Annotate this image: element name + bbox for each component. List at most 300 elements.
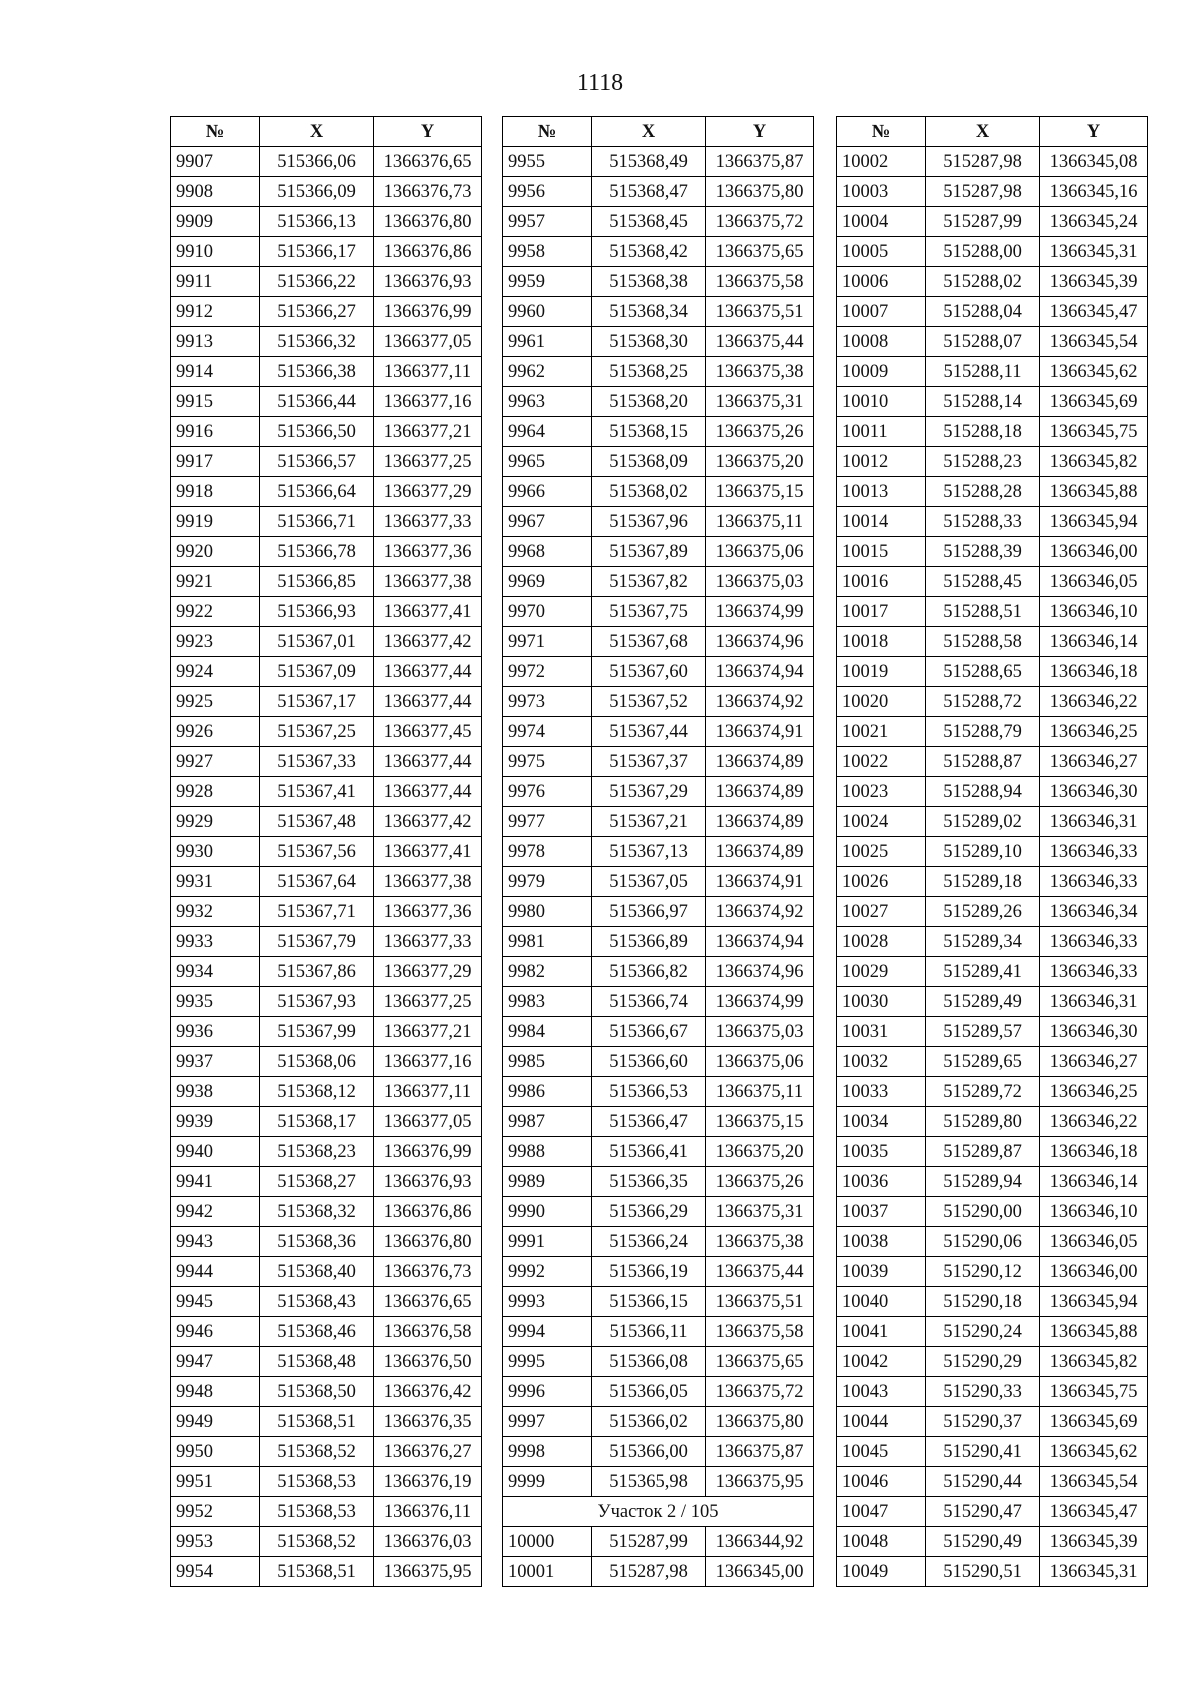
table-row	[171, 357, 482, 387]
x-coordinate-cell: 515289,41	[926, 957, 1040, 987]
header-number: №	[171, 117, 260, 147]
x-coordinate-cell: 515289,57	[926, 1017, 1040, 1047]
table-row	[171, 1437, 482, 1467]
point-number-cell: 9926	[171, 717, 260, 747]
y-coordinate-cell: 1366375,03	[706, 1017, 814, 1047]
y-coordinate-cell: 1366377,38	[374, 567, 482, 597]
table-row	[837, 1047, 1148, 1077]
x-coordinate-cell: 515366,38	[260, 357, 374, 387]
table-row	[503, 387, 814, 417]
x-coordinate-cell: 515367,64	[260, 867, 374, 897]
y-coordinate-cell: 1366375,38	[706, 357, 814, 387]
x-coordinate-cell: 515290,51	[926, 1557, 1040, 1587]
point-number-cell: 10033	[837, 1077, 926, 1107]
table-row	[503, 1017, 814, 1047]
y-coordinate-cell: 1366346,33	[1040, 837, 1148, 867]
table-row	[171, 237, 482, 267]
point-number-cell: 9917	[171, 447, 260, 477]
table-row	[503, 1557, 814, 1587]
x-coordinate-cell: 515368,46	[260, 1317, 374, 1347]
y-coordinate-cell: 1366374,91	[706, 867, 814, 897]
point-number-cell: 9950	[171, 1437, 260, 1467]
x-coordinate-cell: 515366,85	[260, 567, 374, 597]
x-coordinate-cell: 515287,98	[926, 177, 1040, 207]
table-row	[837, 687, 1148, 717]
table-row	[837, 1017, 1148, 1047]
header-number: №	[837, 117, 926, 147]
x-coordinate-cell: 515366,74	[592, 987, 706, 1017]
x-coordinate-cell: 515287,99	[926, 207, 1040, 237]
table-row	[837, 1227, 1148, 1257]
x-coordinate-cell: 515366,24	[592, 1227, 706, 1257]
y-coordinate-cell: 1366345,31	[1040, 1557, 1148, 1587]
table-header-row	[171, 117, 482, 147]
table-row	[171, 1377, 482, 1407]
point-number-cell: 9995	[503, 1347, 592, 1377]
point-number-cell: 10040	[837, 1287, 926, 1317]
point-number-cell: 9989	[503, 1167, 592, 1197]
table-row	[171, 1047, 482, 1077]
x-coordinate-cell: 515288,23	[926, 447, 1040, 477]
x-coordinate-cell: 515366,82	[592, 957, 706, 987]
header-x: X	[260, 117, 374, 147]
table-row	[503, 627, 814, 657]
point-number-cell: 10034	[837, 1107, 926, 1137]
point-number-cell: 9932	[171, 897, 260, 927]
x-coordinate-cell: 515290,12	[926, 1257, 1040, 1287]
x-coordinate-cell: 515366,67	[592, 1017, 706, 1047]
y-coordinate-cell: 1366374,89	[706, 807, 814, 837]
y-coordinate-cell: 1366375,03	[706, 567, 814, 597]
y-coordinate-cell: 1366376,80	[374, 1227, 482, 1257]
y-coordinate-cell: 1366346,00	[1040, 537, 1148, 567]
point-number-cell: 9951	[171, 1467, 260, 1497]
table-row	[837, 987, 1148, 1017]
table-row	[837, 567, 1148, 597]
x-coordinate-cell: 515367,01	[260, 627, 374, 657]
x-coordinate-cell: 515366,05	[592, 1377, 706, 1407]
point-number-cell: 9991	[503, 1227, 592, 1257]
table-row	[503, 237, 814, 267]
point-number-cell: 10017	[837, 597, 926, 627]
table-row	[503, 867, 814, 897]
y-coordinate-cell: 1366377,11	[374, 357, 482, 387]
x-coordinate-cell: 515367,21	[592, 807, 706, 837]
y-coordinate-cell: 1366375,51	[706, 1287, 814, 1317]
point-number-cell: 9915	[171, 387, 260, 417]
x-coordinate-cell: 515367,52	[592, 687, 706, 717]
y-coordinate-cell: 1366375,80	[706, 177, 814, 207]
y-coordinate-cell: 1366375,72	[706, 207, 814, 237]
x-coordinate-cell: 515288,11	[926, 357, 1040, 387]
y-coordinate-cell: 1366346,18	[1040, 1137, 1148, 1167]
point-number-cell: 10028	[837, 927, 926, 957]
x-coordinate-cell: 515366,15	[592, 1287, 706, 1317]
table-row	[503, 1167, 814, 1197]
y-coordinate-cell: 1366376,27	[374, 1437, 482, 1467]
y-coordinate-cell: 1366376,58	[374, 1317, 482, 1347]
table-header-row	[503, 117, 814, 147]
y-coordinate-cell: 1366345,69	[1040, 387, 1148, 417]
x-coordinate-cell: 515366,32	[260, 327, 374, 357]
y-coordinate-cell: 1366374,99	[706, 987, 814, 1017]
point-number-cell: 10022	[837, 747, 926, 777]
x-coordinate-cell: 515367,05	[592, 867, 706, 897]
y-coordinate-cell: 1366376,50	[374, 1347, 482, 1377]
table-row	[503, 537, 814, 567]
table-row	[503, 1437, 814, 1467]
table-row	[171, 147, 482, 177]
point-number-cell: 9941	[171, 1167, 260, 1197]
x-coordinate-cell: 515367,79	[260, 927, 374, 957]
table-row	[503, 177, 814, 207]
y-coordinate-cell: 1366345,54	[1040, 327, 1148, 357]
table-row	[837, 867, 1148, 897]
y-coordinate-cell: 1366345,39	[1040, 267, 1148, 297]
table-row	[503, 1287, 814, 1317]
table-row	[503, 957, 814, 987]
y-coordinate-cell: 1366377,21	[374, 417, 482, 447]
table-row	[837, 1497, 1148, 1527]
y-coordinate-cell: 1366374,92	[706, 897, 814, 927]
point-number-cell: 9981	[503, 927, 592, 957]
table-row	[171, 327, 482, 357]
x-coordinate-cell: 515288,18	[926, 417, 1040, 447]
point-number-cell: 9909	[171, 207, 260, 237]
table-row	[503, 717, 814, 747]
point-number-cell: 9998	[503, 1437, 592, 1467]
table-row	[503, 1467, 814, 1497]
point-number-cell: 9931	[171, 867, 260, 897]
coordinates-table-2	[502, 116, 814, 1587]
table-row	[837, 1527, 1148, 1557]
x-coordinate-cell: 515368,38	[592, 267, 706, 297]
x-coordinate-cell: 515288,72	[926, 687, 1040, 717]
x-coordinate-cell: 515289,49	[926, 987, 1040, 1017]
table-row	[171, 1467, 482, 1497]
table-row	[837, 267, 1148, 297]
table-row	[171, 567, 482, 597]
table-row	[171, 957, 482, 987]
x-coordinate-cell: 515367,93	[260, 987, 374, 1017]
point-number-cell: 10024	[837, 807, 926, 837]
table-row	[503, 597, 814, 627]
table-row	[171, 1287, 482, 1317]
y-coordinate-cell: 1366377,29	[374, 477, 482, 507]
point-number-cell: 9946	[171, 1317, 260, 1347]
table-row	[503, 1137, 814, 1167]
y-coordinate-cell: 1366346,31	[1040, 807, 1148, 837]
x-coordinate-cell: 515366,97	[592, 897, 706, 927]
point-number-cell: 9939	[171, 1107, 260, 1137]
y-coordinate-cell: 1366345,94	[1040, 1287, 1148, 1317]
x-coordinate-cell: 515366,60	[592, 1047, 706, 1077]
y-coordinate-cell: 1366345,75	[1040, 1377, 1148, 1407]
table-row	[171, 837, 482, 867]
y-coordinate-cell: 1366346,14	[1040, 627, 1148, 657]
point-number-cell: 9957	[503, 207, 592, 237]
table-row	[171, 507, 482, 537]
header-y: Y	[1040, 117, 1148, 147]
x-coordinate-cell: 515288,39	[926, 537, 1040, 567]
table-row	[503, 507, 814, 537]
table-row	[837, 1347, 1148, 1377]
point-number-cell: 9929	[171, 807, 260, 837]
table-row	[837, 507, 1148, 537]
x-coordinate-cell: 515367,48	[260, 807, 374, 837]
point-number-cell: 10030	[837, 987, 926, 1017]
table-row	[837, 327, 1148, 357]
x-coordinate-cell: 515368,42	[592, 237, 706, 267]
y-coordinate-cell: 1366374,96	[706, 957, 814, 987]
y-coordinate-cell: 1366346,30	[1040, 1017, 1148, 1047]
y-coordinate-cell: 1366346,33	[1040, 867, 1148, 897]
point-number-cell: 9960	[503, 297, 592, 327]
x-coordinate-cell: 515367,56	[260, 837, 374, 867]
x-coordinate-cell: 515367,41	[260, 777, 374, 807]
y-coordinate-cell: 1366345,00	[706, 1557, 814, 1587]
y-coordinate-cell: 1366346,10	[1040, 597, 1148, 627]
point-number-cell: 10019	[837, 657, 926, 687]
x-coordinate-cell: 515368,47	[592, 177, 706, 207]
x-coordinate-cell: 515368,51	[260, 1557, 374, 1587]
x-coordinate-cell: 515366,47	[592, 1107, 706, 1137]
point-number-cell: 9974	[503, 717, 592, 747]
table-row	[171, 1347, 482, 1377]
section-label: Участок 2 / 105	[503, 1497, 814, 1527]
point-number-cell: 9978	[503, 837, 592, 867]
point-number-cell: 9996	[503, 1377, 592, 1407]
table-row	[503, 1077, 814, 1107]
x-coordinate-cell: 515367,09	[260, 657, 374, 687]
x-coordinate-cell: 515367,99	[260, 1017, 374, 1047]
x-coordinate-cell: 515366,78	[260, 537, 374, 567]
point-number-cell: 9990	[503, 1197, 592, 1227]
x-coordinate-cell: 515367,33	[260, 747, 374, 777]
table-row	[171, 477, 482, 507]
table-row	[171, 1557, 482, 1587]
point-number-cell: 10013	[837, 477, 926, 507]
x-coordinate-cell: 515367,17	[260, 687, 374, 717]
table-row	[171, 1197, 482, 1227]
y-coordinate-cell: 1366346,22	[1040, 1107, 1148, 1137]
header-x: X	[592, 117, 706, 147]
y-coordinate-cell: 1366374,96	[706, 627, 814, 657]
table-row	[171, 807, 482, 837]
table-row	[171, 447, 482, 477]
x-coordinate-cell: 515366,44	[260, 387, 374, 417]
y-coordinate-cell: 1366375,58	[706, 267, 814, 297]
y-coordinate-cell: 1366345,31	[1040, 237, 1148, 267]
table-row	[837, 1257, 1148, 1287]
x-coordinate-cell: 515368,20	[592, 387, 706, 417]
point-number-cell: 10036	[837, 1167, 926, 1197]
point-number-cell: 10042	[837, 1347, 926, 1377]
table-row	[171, 777, 482, 807]
x-coordinate-cell: 515289,34	[926, 927, 1040, 957]
table-row	[837, 1557, 1148, 1587]
x-coordinate-cell: 515290,47	[926, 1497, 1040, 1527]
table-row	[503, 327, 814, 357]
x-coordinate-cell: 515288,58	[926, 627, 1040, 657]
y-coordinate-cell: 1366375,51	[706, 297, 814, 327]
point-number-cell: 10016	[837, 567, 926, 597]
y-coordinate-cell: 1366376,35	[374, 1407, 482, 1437]
y-coordinate-cell: 1366377,21	[374, 1017, 482, 1047]
y-coordinate-cell: 1366345,88	[1040, 1317, 1148, 1347]
point-number-cell: 10045	[837, 1437, 926, 1467]
x-coordinate-cell: 515366,09	[260, 177, 374, 207]
x-coordinate-cell: 515367,29	[592, 777, 706, 807]
table-row	[171, 867, 482, 897]
table-row	[837, 837, 1148, 867]
point-number-cell: 9959	[503, 267, 592, 297]
y-coordinate-cell: 1366376,93	[374, 267, 482, 297]
point-number-cell: 10000	[503, 1527, 592, 1557]
point-number-cell: 10029	[837, 957, 926, 987]
y-coordinate-cell: 1366377,33	[374, 507, 482, 537]
x-coordinate-cell: 515367,89	[592, 537, 706, 567]
x-coordinate-cell: 515368,49	[592, 147, 706, 177]
table-row	[171, 687, 482, 717]
table-row	[171, 537, 482, 567]
x-coordinate-cell: 515290,29	[926, 1347, 1040, 1377]
x-coordinate-cell: 515289,65	[926, 1047, 1040, 1077]
y-coordinate-cell: 1366375,31	[706, 1197, 814, 1227]
point-number-cell: 10009	[837, 357, 926, 387]
y-coordinate-cell: 1366346,33	[1040, 927, 1148, 957]
y-coordinate-cell: 1366375,65	[706, 1347, 814, 1377]
table-row	[503, 1527, 814, 1557]
y-coordinate-cell: 1366346,22	[1040, 687, 1148, 717]
x-coordinate-cell: 515290,41	[926, 1437, 1040, 1467]
x-coordinate-cell: 515368,12	[260, 1077, 374, 1107]
y-coordinate-cell: 1366377,25	[374, 447, 482, 477]
x-coordinate-cell: 515368,45	[592, 207, 706, 237]
y-coordinate-cell: 1366376,42	[374, 1377, 482, 1407]
coordinates-table-1	[170, 116, 482, 1587]
table-row	[837, 237, 1148, 267]
point-number-cell: 9967	[503, 507, 592, 537]
x-coordinate-cell: 515367,86	[260, 957, 374, 987]
table-row	[837, 1107, 1148, 1137]
x-coordinate-cell: 515288,51	[926, 597, 1040, 627]
x-coordinate-cell: 515289,94	[926, 1167, 1040, 1197]
y-coordinate-cell: 1366375,80	[706, 1407, 814, 1437]
table-row	[837, 1287, 1148, 1317]
x-coordinate-cell: 515288,33	[926, 507, 1040, 537]
x-coordinate-cell: 515288,87	[926, 747, 1040, 777]
point-number-cell: 10014	[837, 507, 926, 537]
table-row	[503, 687, 814, 717]
x-coordinate-cell: 515290,00	[926, 1197, 1040, 1227]
y-coordinate-cell: 1366344,92	[706, 1527, 814, 1557]
point-number-cell: 10012	[837, 447, 926, 477]
table-row	[837, 807, 1148, 837]
y-coordinate-cell: 1366375,95	[374, 1557, 482, 1587]
x-coordinate-cell: 515368,30	[592, 327, 706, 357]
y-coordinate-cell: 1366375,11	[706, 1077, 814, 1107]
point-number-cell: 10007	[837, 297, 926, 327]
x-coordinate-cell: 515366,71	[260, 507, 374, 537]
table-row	[503, 357, 814, 387]
point-number-cell: 9949	[171, 1407, 260, 1437]
point-number-cell: 10018	[837, 627, 926, 657]
point-number-cell: 9956	[503, 177, 592, 207]
y-coordinate-cell: 1366376,03	[374, 1527, 482, 1557]
point-number-cell: 9953	[171, 1527, 260, 1557]
point-number-cell: 9952	[171, 1497, 260, 1527]
y-coordinate-cell: 1366376,19	[374, 1467, 482, 1497]
x-coordinate-cell: 515366,02	[592, 1407, 706, 1437]
point-number-cell: 9942	[171, 1197, 260, 1227]
y-coordinate-cell: 1366345,69	[1040, 1407, 1148, 1437]
x-coordinate-cell: 515367,96	[592, 507, 706, 537]
y-coordinate-cell: 1366377,44	[374, 747, 482, 777]
table-row	[171, 1077, 482, 1107]
table-row	[171, 207, 482, 237]
x-coordinate-cell: 515368,50	[260, 1377, 374, 1407]
point-number-cell: 10039	[837, 1257, 926, 1287]
table-row	[837, 717, 1148, 747]
point-number-cell: 9919	[171, 507, 260, 537]
table-row	[837, 897, 1148, 927]
y-coordinate-cell: 1366345,82	[1040, 447, 1148, 477]
y-coordinate-cell: 1366376,65	[374, 147, 482, 177]
x-coordinate-cell: 515368,53	[260, 1497, 374, 1527]
table-row	[837, 147, 1148, 177]
y-coordinate-cell: 1366346,00	[1040, 1257, 1148, 1287]
point-number-cell: 10038	[837, 1227, 926, 1257]
y-coordinate-cell: 1366376,73	[374, 177, 482, 207]
table-row	[171, 597, 482, 627]
x-coordinate-cell: 515366,50	[260, 417, 374, 447]
table-row	[171, 627, 482, 657]
table-row	[503, 657, 814, 687]
y-coordinate-cell: 1366377,05	[374, 327, 482, 357]
point-number-cell: 10027	[837, 897, 926, 927]
y-coordinate-cell: 1366374,89	[706, 747, 814, 777]
y-coordinate-cell: 1366346,33	[1040, 957, 1148, 987]
table-row	[503, 777, 814, 807]
y-coordinate-cell: 1366377,45	[374, 717, 482, 747]
y-coordinate-cell: 1366375,87	[706, 1437, 814, 1467]
x-coordinate-cell: 515368,06	[260, 1047, 374, 1077]
table-row	[171, 897, 482, 927]
x-coordinate-cell: 515366,27	[260, 297, 374, 327]
table-row	[837, 1077, 1148, 1107]
y-coordinate-cell: 1366375,15	[706, 1107, 814, 1137]
table-row	[503, 1407, 814, 1437]
point-number-cell: 9986	[503, 1077, 592, 1107]
x-coordinate-cell: 515366,17	[260, 237, 374, 267]
y-coordinate-cell: 1366345,16	[1040, 177, 1148, 207]
y-coordinate-cell: 1366375,20	[706, 447, 814, 477]
y-coordinate-cell: 1366376,86	[374, 1197, 482, 1227]
y-coordinate-cell: 1366346,25	[1040, 1077, 1148, 1107]
point-number-cell: 10015	[837, 537, 926, 567]
x-coordinate-cell: 515368,52	[260, 1437, 374, 1467]
table-row	[503, 267, 814, 297]
y-coordinate-cell: 1366376,73	[374, 1257, 482, 1287]
y-coordinate-cell: 1366346,31	[1040, 987, 1148, 1017]
y-coordinate-cell: 1366377,33	[374, 927, 482, 957]
y-coordinate-cell: 1366346,25	[1040, 717, 1148, 747]
x-coordinate-cell: 515290,06	[926, 1227, 1040, 1257]
y-coordinate-cell: 1366375,58	[706, 1317, 814, 1347]
point-number-cell: 9997	[503, 1407, 592, 1437]
x-coordinate-cell: 515287,98	[926, 147, 1040, 177]
